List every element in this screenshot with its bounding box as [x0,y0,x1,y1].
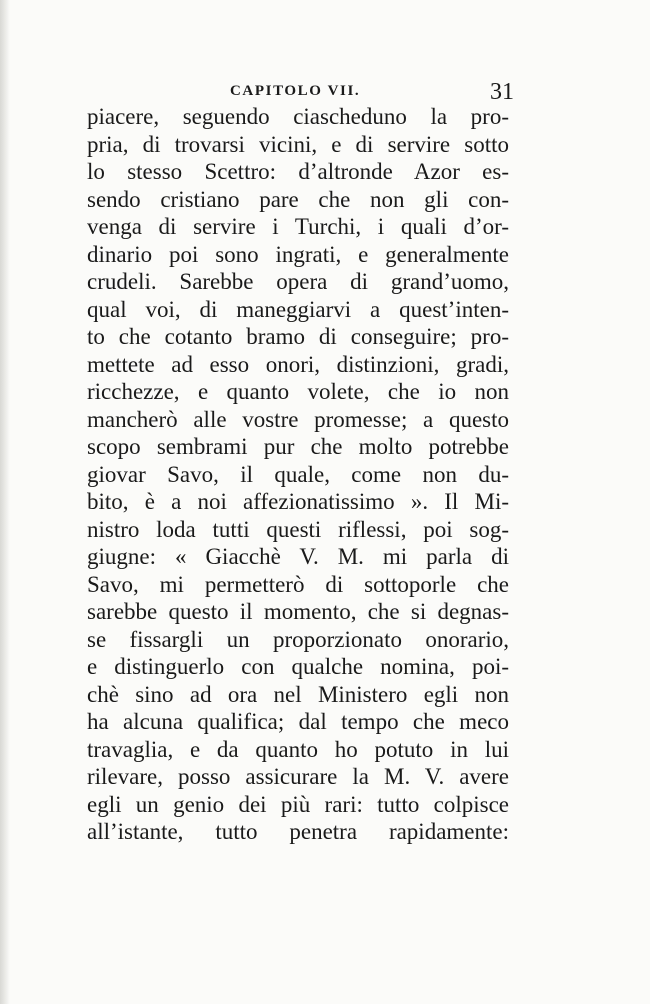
text-line: giovar Savo, il quale, come non du- [87,461,509,487]
text-line: sendo cristiano pare che non gli con- [87,186,509,212]
text-line: piacere, seguendo ciascheduno la pro- [87,104,509,129]
text-line: scopo sembrami pur che molto potrebbe [87,434,509,459]
page-edge-shadow [0,0,10,1004]
text-line: bito, è a noi affezionatissimo ». Il Mi- [87,489,509,514]
text-line: giugne: « Giacchè V. M. mi parla di [87,544,509,569]
text-line: chè sino ad ora nel Ministero egli non [87,681,509,707]
text-line: dinario poi sono ingrati, e generalmente [87,241,509,267]
running-head: CAPITOLO VII. [230,83,361,99]
text-line: sarebbe questo il momento, che si degnas- [87,599,509,624]
text-line: travaglia, e da quanto ho potuto in lui [87,736,509,762]
text-line: ha alcuna qualifica; dal tempo che meco [87,709,509,734]
text-line: se fissargli un proporzionato onorario, [87,626,509,652]
text-line: all’istante, tutto penetra rapidamente: [87,819,509,844]
text-line: venga di servire i Turchi, i quali d’or- [87,214,509,239]
text-line: egli un genio dei più rari: tutto colpisce [87,791,509,817]
text-line: crudeli. Sarebbe opera di grand’uomo, [87,269,509,294]
text-line: nistro loda tutti questi riflessi, poi sog- [87,516,509,542]
text-line: rilevare, posso assicurare la M. V. avere [87,764,509,789]
text-line: lo stesso Scettro: d’altronde Azor es- [87,159,509,184]
text-line: ricchezze, e quanto volete, che io non [87,379,509,404]
body-text [87,103,509,846]
text-line: mettete ad esso onori, distinzioni, gradi, [87,351,509,377]
text-line: e distinguerlo con qualche nomina, poi- [87,654,509,679]
page-number: 31 [490,79,514,105]
text-line: pria, di trovarsi vicini, e di servire sotto [87,131,509,157]
text-line: mancherò alle vostre promesse; a questo [87,406,509,432]
text-line: Savo, mi permetterò di sottoporle che [87,571,509,597]
text-line: to che cotanto bramo di conseguire; pro- [87,324,509,349]
text-line: qual voi, di maneggiarvi a quest’inten- [87,296,509,322]
